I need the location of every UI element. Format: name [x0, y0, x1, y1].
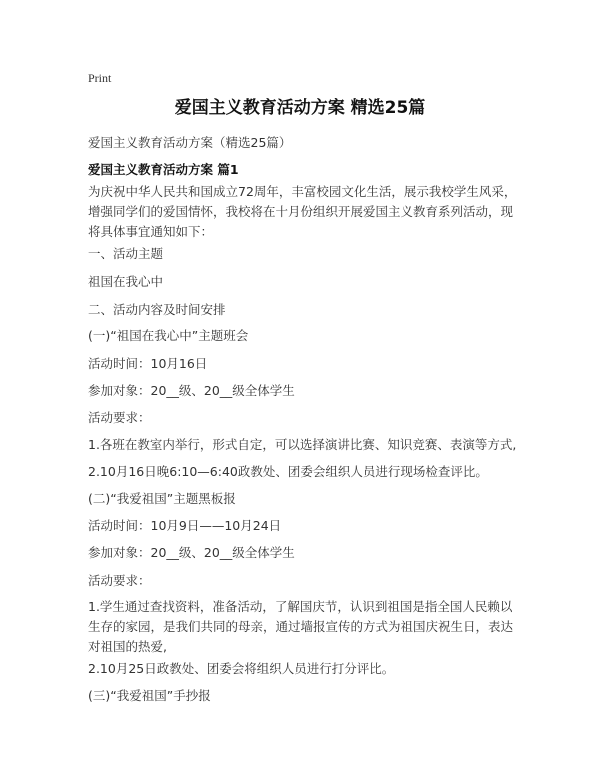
intro-paragraph: 为庆祝中华人民共和国成立72周年，丰富校园文化生活，展示我校学生风采，增强同学们的爱国情怀，我校将在十月份组织开展爱国主义教育系列活动，现将具体事宜通知如下：: [88, 184, 517, 239]
paragraph: 1.各班在教室内举行，形式自定，可以选择演讲比赛、知识竞赛、表演等方式,: [88, 437, 517, 452]
paragraph: (三)“我爱祖国”手抄报: [88, 688, 211, 703]
print-link[interactable]: Print: [88, 71, 112, 85]
page-title: 爱国主义教育活动方案 精选25篇: [174, 98, 426, 118]
paragraph: (一)“祖国在我心中”主题班会: [88, 328, 249, 343]
paragraph: (二)“我爱祖国”主题黑板报: [88, 491, 236, 506]
paragraph: 2.10月16日晚6:10—6:40政教处、团委会组织人员进行现场检查评比。: [88, 464, 488, 479]
paragraph: 二、活动内容及时间安排: [88, 302, 226, 317]
paragraph: 参加对象：20__级、20__级全体学生: [88, 383, 295, 398]
document-subtitle: 爱国主义教育活动方案（精选25篇）: [88, 135, 292, 150]
paragraph: 活动要求：: [88, 573, 151, 588]
section-heading: 爱国主义教育活动方案 篇1: [88, 162, 239, 177]
paragraph: 一、活动主题: [88, 246, 164, 261]
paragraph: 祖国在我心中: [88, 274, 164, 289]
paragraph: 活动时间：10月16日: [88, 356, 208, 371]
paragraph: 活动要求：: [88, 410, 151, 425]
paragraph: 2.10月25日政教处、团委会将组织人员进行打分评比。: [88, 661, 395, 676]
paragraph: 活动时间：10月9日——10月24日: [88, 518, 282, 533]
paragraph: 参加对象：20__级、20__级全体学生: [88, 545, 295, 560]
paragraph: 1.学生通过查找资料，准备活动，了解国庆节，认识到祖国是指全国人民赖以生存的家园，是我们共同的母亲，通过墙报宣传的方式为祖国庆祝生日，表达对祖国的热爱,: [88, 599, 514, 654]
